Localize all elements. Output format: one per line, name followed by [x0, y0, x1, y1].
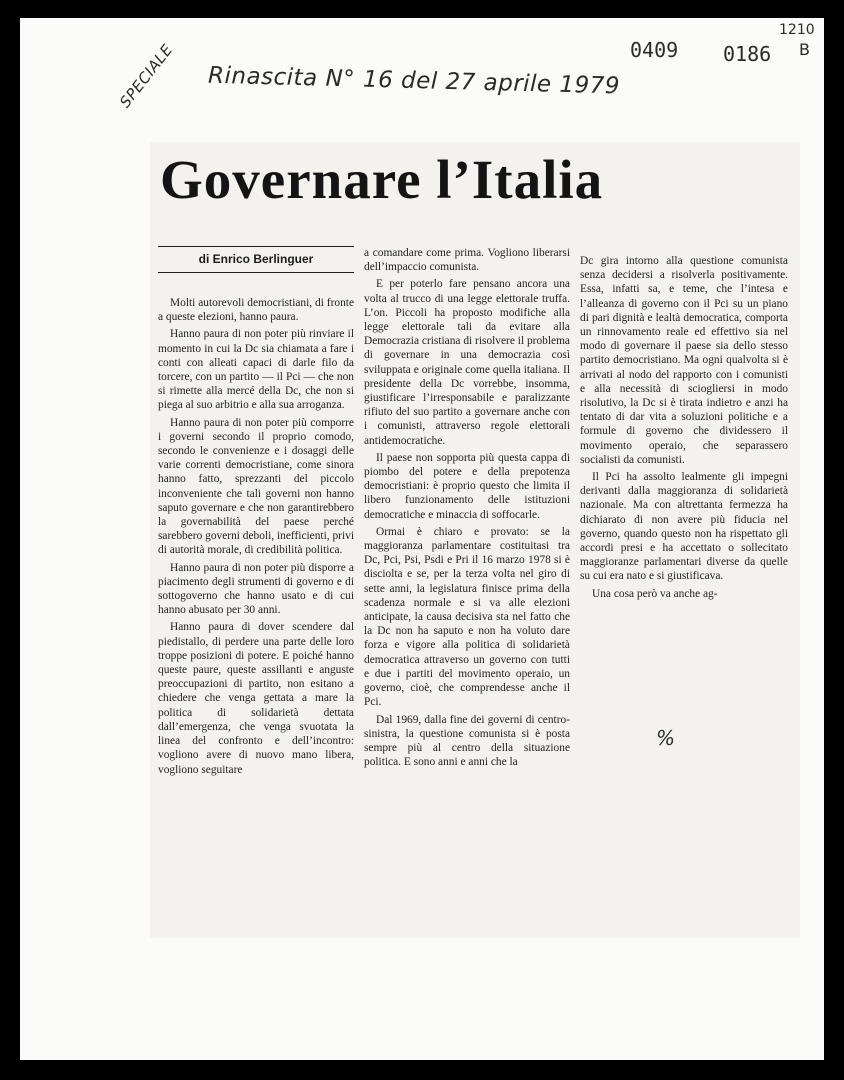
archival-sheet	[20, 18, 824, 1060]
article-paragraph: Il paese non sopporta più questa cappa di piombo del potere e della prepotenza democristiani: è proprio questo che limita il libero funzionamento delle istituzioni democratiche e minaccia di soffocarle.	[364, 451, 570, 521]
article-paragraph: Una cosa però va anche ag-	[592, 587, 718, 600]
speciale-note: SPECIALE	[116, 40, 177, 112]
article-paragraph: a comandare come prima. Vogliono liberarsi dell’impaccio comunista.	[364, 247, 570, 274]
article-paragraph: Hanno paura di non poter più disporre a piacimento degli strumenti di governo e di sottogoverno che hanno usato e di cui hanno abusato per 30 anni.	[158, 561, 354, 617]
article-byline: di Enrico Berlinguer	[158, 246, 354, 273]
article-headline: Governare l’Italia	[160, 149, 604, 210]
article-paragraph: Molti autorevoli democristiani, di fronte a queste elezioni, hanno paura.	[158, 297, 354, 324]
article-paragraph: Hanno paura di non poter più rinviare il momento in cui la Dc sia chiamata a fare i conti con alleati capaci di darle filo da torcere, con un partito — il Pci — che non si rimette alla mercé della Dc, che non si piega al suo arbitrio e alla sua arroganza.	[158, 328, 354, 412]
article-column-1	[158, 296, 354, 936]
archive-number-c: 1210	[779, 22, 815, 38]
article-paragraph: Hanno paura di non poter più comporre i governi secondo il proprio comodo, secondo le convenienze e i dosaggi delle varie correnti democristiane, come sinora hanno fatto, sprezzanti del piccolo inconveniente che tali governi non hanno saputo governare e che non garantirebbero la governabilità del paese perché sarebbero governi deboli, inefficienti, privi di autorità morale, di credibilità politica.	[158, 416, 354, 557]
archive-number-b: 0186	[723, 42, 772, 66]
article-column-3	[580, 254, 788, 724]
article-column-2	[364, 246, 570, 936]
article-paragraph: Hanno paura di dover scendere dal piedistallo, di perdere una parte delle loro troppe posizioni di potere. E poiché hanno queste paure, queste assillanti e anguste preoccupazioni di partito, non esitano a chiedere che venga gettata a mare la politica di solidarietà dettata dall’emergenza, che venga svuotata la linea del confronto e dell’incontro: vogliono avere di nuovo mano libera, vogliono seguitare	[158, 621, 354, 776]
archive-number-d: B	[799, 40, 810, 59]
article-paragraph: Ormai è chiaro e provato: se la maggioranza parlamentare costituitasi tra Dc, Pci, Psi, Psdi e Pri il 16 marzo 1978 si è disciolta e se, per la terza volta nel giro di sette anni, la legislatura finisce prima della scadenza normale e si va alle elezioni anticipate, la causa decisiva sta nel fatto che la Dc non ha saputo e non ha voluto dare forza e vigore alla politica di solidarietà democratica attraverso un governo con tutti e due i partiti del movimento operaio, un governo, cioè, che comprendesse anche il Pci.	[364, 525, 570, 709]
article-paragraph: Dc gira intorno alla questione comunista senza decidersi a risolverla positivamente. Essa, infatti sa, e teme, che l’intesa e l’alleanza di governo con il Pci su un piano di pari dignità e lealtà democratica, comporta un rinnovamento reale ed effettivo sia nel modo di governare il paese sia dello stesso partito democristiano. Ma ogni qualvolta si è arrivati al nodo del rapporto con i comunisti e alla necessità di sciogliersi in modo risolutivo, la Dc si è tirata indietro e anzi ha tentato di dar vita a soluzioni politiche e a formule di governo che dividessero il movimento operaio, che separassero socialisti da comunisti.	[580, 255, 788, 466]
article-paragraph: Dal 1969, dalla fine dei governi di centro-sinistra, la questione comunista si è posta sempre più al centro della situazione politica. E sono anni e anni che la	[364, 713, 570, 769]
article-paragraph: E per poterlo fare pensano ancora una volta al trucco di una legge elettorale truffa. L’on. Piccoli ha proposto modifiche alla legge elettorale tali da evitare alla Democrazia cristiana di risolvere il problema di governare in una democrazia così sviluppata e originale come quella italiana. Il presidente della Dc vorrebbe, insomma, giustificare l’irresponsabile e paralizzante rifiuto del suo partito a governare anche con i comunisti, attraverso regole elettorali antidemocratiche.	[364, 278, 570, 447]
continued-mark: %	[656, 726, 676, 750]
article-paragraph: Il Pci ha assolto lealmente gli impegni derivanti dalla maggioranza di solidarietà nazionale. Ma con altrettanta fermezza ha dichiarato di non avere più fiducia nel governo, quando questo non ha rispettato gli accordi presi e ha accettato o sollecitato maggioranze parlamentari diverse da quelle su cui era nato e si giustificava.	[580, 471, 788, 583]
source-note: Rinascita N° 16 del 27 aprile 1979	[207, 62, 621, 100]
archive-number-a: 0409	[630, 38, 679, 62]
newspaper-clipping	[150, 142, 800, 938]
